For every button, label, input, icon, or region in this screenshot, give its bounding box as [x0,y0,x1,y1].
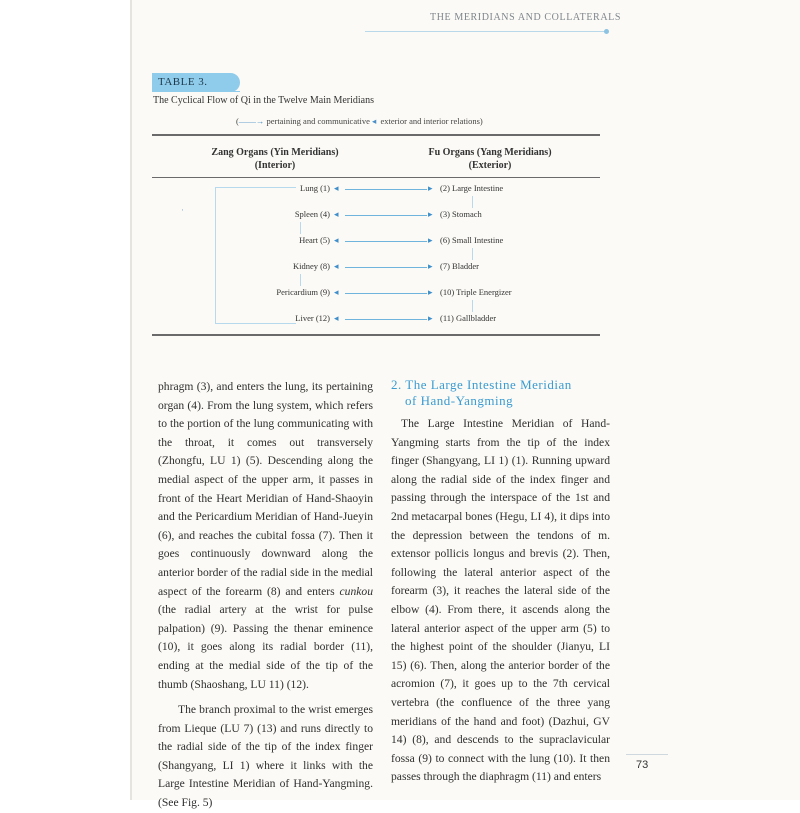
arrow-right-icon: ▸ [428,287,433,297]
left-paragraph-2: The branch proximal to the wrist emerges from Lieque (LU 7) (13) and runs directly to the radial side of the tip of the index finger (Shangyang, LI 1) where it links with the Large Intestine Meridian of Hand-Yangming. (See Fig. 5) [158,703,373,810]
zang-organ-liver: Liver (12) [295,313,330,323]
fu-organ-bladder: (7) Bladder [440,261,479,271]
connector-line [345,215,427,216]
flow-down-line [300,274,301,286]
arrow-right-icon: ▸ [428,313,433,323]
cycle-return-line [215,187,296,324]
fu-column-header [410,146,570,172]
legend-arrow-icon: ——→ [238,116,265,126]
arrow-right-icon: ▸ [428,261,433,271]
table-label-tab [152,73,240,92]
connector-line [345,241,427,242]
page-number: 73 [636,759,649,771]
table-label: TABLE 3. [158,76,208,88]
table-caption: The Cyclical Flow of Qi in the Twelve Main Meridians [153,95,375,106]
fu-organ-large-intestine: (2) Large Intestine [440,183,504,193]
arrow-left-icon: ◂ [334,209,339,219]
running-head-dot [604,29,609,34]
connector-line [345,267,427,268]
arrow-left-icon: ◂ [334,287,339,297]
legend-arrowhead-icon: ◂ [371,116,377,126]
para1-end-text: (the radial artery at the wrist for pulse palpation) (9). Passing the thenar eminence (10), it goes along its radial border (11), ending at the medial side of the tip of the thumb (Shaoshang, LU 11) (12). [158,603,373,691]
zang-organ-heart: Heart (5) [299,235,330,245]
zang-column-header [195,146,355,172]
section-title [391,377,610,409]
zang-header-title: Zang Organs (Yin Meridians) [211,147,339,158]
zang-header-sub: (Interior) [254,160,296,171]
section-title-line-1: 2. The Large Intestine Meridian [391,377,572,392]
zang-organ-lung: Lung (1) [300,183,330,193]
connector-line [345,189,427,190]
table-tab-rule [152,91,240,92]
para1-text: phragm (3), and enters the lung, its pertaining organ (4). From the lung system, which refers to the portion of the lung communicating with the throat, it comes out transversely (Zhongfu, LU 1) (5). Descending along the medial aspect of the upper arm, it passes in front of the Heart Meridian of Hand-Shaoyin and the Pericardium Meridian of Hand-Jueyin (6), and reaches the cubital fossa (7). Then it goes continuously downward along the anterior border of the radial side in the medial aspect of the forearm (8) and enters [158,380,373,598]
fu-header-title: Fu Organs (Yang Meridians) [428,147,552,158]
fu-organ-small-intestine: (6) Small Intestine [440,235,504,245]
arrow-left-icon: ◂ [334,313,339,323]
arrow-left-icon: ◂ [334,235,339,245]
section-title-line-2: of Hand-Yangming [405,393,514,408]
para1-italic-term: cunkou [339,584,373,598]
fu-organ-gallbladder: (11) Gallbladder [440,313,497,323]
page-number-rule [626,754,668,755]
right-paragraph: The Large Intestine Meridian of Hand-Yangming starts from the tip of the index finger (Shangyang, LI 1) (1). Running upward along the radial side of the index finger and passing through the interspace of the 1st and 2nd metacarpal bones (Hegu, LI 4), it dips into the depression between the tendons of m. extensor pollicis longus and brevis (2). Then, following the lateral anterior aspect of the forearm (3), it reaches the lateral side of the elbow (4). From there, it ascends along the lateral anterior aspect of the upper arm (5) to the highest point of the shoulder (Jianyu, LI 15) (6). Then, along the anterior border of the acromion (7), it goes up to the 7th cervical vertebra (the confluence of the three yang meridians of the hand and foot) (Dazhui, GV 14) (8), and descends to the supraclavicular fossa (9) to connect with the lung (10). It then passes through the diaphragm (11) and enters [391,417,610,784]
arrow-right-icon: ▸ [428,209,433,219]
zang-organ-pericardium: Pericardium (9) [276,287,330,297]
flow-down-line [300,222,301,234]
connector-line [345,293,427,294]
left-text-column [158,378,373,813]
right-text-column [391,377,610,787]
zang-organ-kidney: Kidney (8) [292,261,330,271]
table-legend [236,116,483,127]
running-head-rule [365,31,608,32]
flow-down-line [472,196,473,208]
left-paragraph-1 [158,378,373,694]
running-head: THE MERIDIANS AND COLLATERALS [430,12,622,23]
table-header-rule [152,177,600,178]
cycle-dot: · [181,205,184,215]
fu-header-sub: (Exterior) [468,160,512,171]
connector-line [345,319,427,320]
fu-organ-triple-energizer: (10) Triple Energizer [440,287,512,297]
table-top-rule [152,134,600,136]
arrow-left-icon: ◂ [334,261,339,271]
arrow-right-icon: ▸ [428,183,433,193]
fu-organ-stomach: (3) Stomach [440,209,482,219]
zang-organ-spleen: Spleen (4) [294,209,330,219]
flow-down-line [472,248,473,260]
arrow-right-icon: ▸ [428,235,433,245]
legend-text-pertaining: pertaining and communicative [266,116,370,126]
legend-open: ( [236,116,239,126]
flow-down-line [472,300,473,312]
arrow-left-icon: ◂ [334,183,339,193]
legend-text-relations: exterior and interior relations) [380,116,483,126]
table-bottom-rule [152,334,600,336]
